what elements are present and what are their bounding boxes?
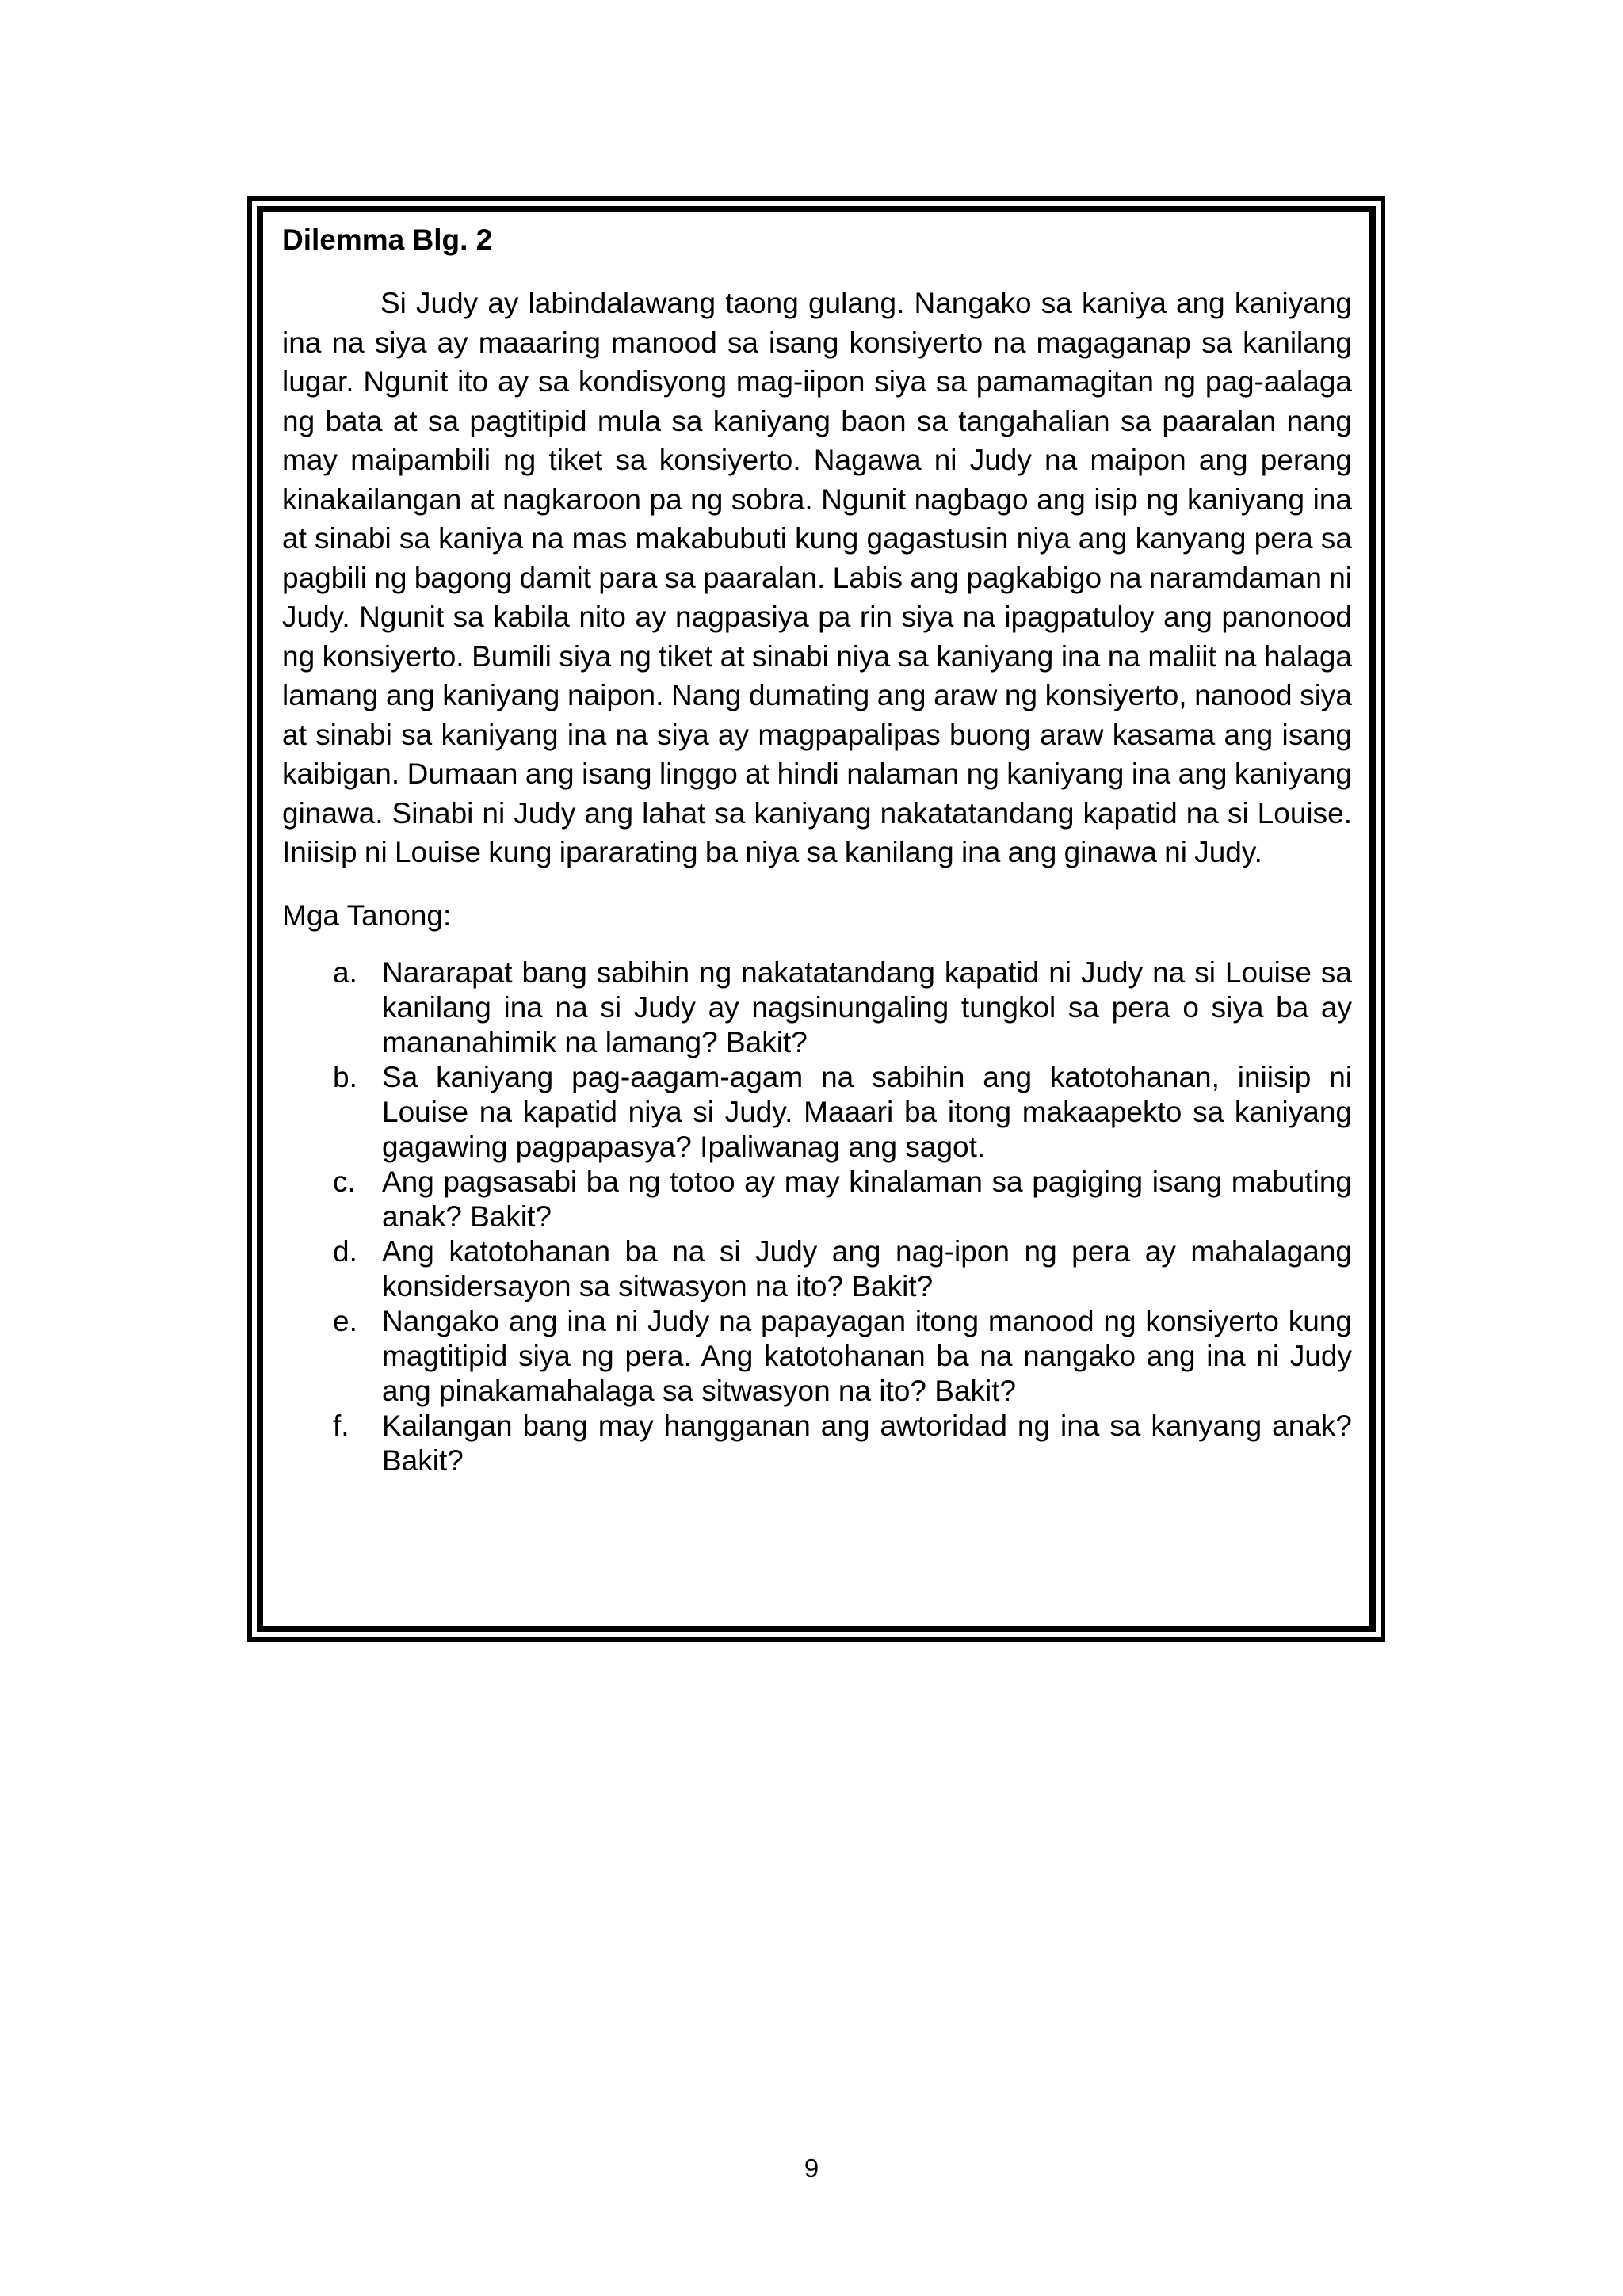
question-letter: f. <box>333 1409 349 1442</box>
question-text: Sa kaniyang pag-aagam-agam na sabihin ang katotohanan, iniisip ni Louise na kapatid niya si Judy. Maaari ba itong makaapekto sa kaniyang gagawing pagpapasya? Ipaliwanag ang sagot. <box>382 1061 1352 1163</box>
question-item <box>282 1165 1352 1234</box>
question-item <box>282 1060 1352 1165</box>
question-text: Ang katotohanan ba na si Judy ang nag-ipon ng pera ay mahalagang konsidersayon sa sitwasyon na ito? Bakit? <box>382 1235 1352 1302</box>
question-text: Ang pagsasabi ba ng totoo ay may kinalaman sa pagiging isang mabuting anak? Bakit? <box>382 1165 1352 1233</box>
questions-label: Mga Tanong: <box>282 898 452 932</box>
question-letter: b. <box>333 1061 357 1093</box>
question-item <box>282 1304 1352 1409</box>
question-letter: c. <box>333 1165 356 1198</box>
question-item <box>282 955 1352 1060</box>
page-number: 9 <box>804 2153 819 2183</box>
question-letter: e. <box>333 1305 357 1337</box>
question-text: Nangako ang ina ni Judy na papayagan itong manood ng konsiyerto kung magtitipid siya ng pera. Ang katotohanan ba na nangako ang ina ni Judy ang pinakamahalaga sa sitwasyon na ito? Bakit? <box>382 1305 1352 1407</box>
dilemma-content <box>282 220 1352 1478</box>
question-text: Kailangan bang may hangganan ang awtoridad ng ina sa kanyang anak? Bakit? <box>382 1409 1352 1477</box>
question-text: Nararapat bang sabihin ng nakatatandang kapatid ni Judy na si Louise sa kanilang ina na si Judy ay nagsinungaling tungkol sa pera o siya ba ay mananahimik na lamang? Bakit? <box>382 956 1352 1058</box>
questions-list <box>282 955 1352 1478</box>
question-item <box>282 1409 1352 1478</box>
question-letter: a. <box>333 956 357 989</box>
dilemma-story-paragraph: Si Judy ay labindalawang taong gulang. Nangako sa kaniya ang kaniyang ina na siya ay maaaring manood sa isang konsiyerto na magaganap sa kanilang lugar. Ngunit ito ay sa kondisyong mag-iipon siya sa pamamagitan ng pag-aalaga ng bata at sa pagtitipid mula sa kaniyang baon sa tangahalian sa paaralan nang may maipambili ng tiket sa konsiyerto. Nagawa ni Judy na maipon ang perang kinakailangan at nagkaroon pa ng sobra. Ngunit nagbago ang isip ng kaniyang ina at sinabi sa kaniya na mas makabubuti kung gagastusin niya ang kanyang pera sa pagbili ng bagong damit para sa paaralan. Labis ang pagkabigo na naramdaman ni Judy. Ngunit sa kabila nito ay nagpasiya pa rin siya na ipagpatuloy ang panonood ng konsiyerto. Bumili siya ng tiket at sinabi niya sa kaniyang ina na maliit na halaga lamang ang kaniyang naipon. Nang dumating ang araw ng konsiyerto, nanood siya at sinabi sa kaniyang ina na siya ay magpapalipas buong araw kasama ang isang kaibigan. Dumaan ang isang linggo at hindi nalaman ng kaniyang ina ang kaniyang ginawa. Sinabi ni Judy ang lahat sa kaniyang nakatatandang kapatid na si Louise. Iniisip ni Louise kung ipararating ba niya sa kanilang ina ang ginawa ni Judy. <box>282 287 1352 868</box>
dilemma-heading: Dilemma Blg. 2 <box>282 223 493 256</box>
question-item <box>282 1234 1352 1304</box>
question-letter: d. <box>333 1235 357 1268</box>
